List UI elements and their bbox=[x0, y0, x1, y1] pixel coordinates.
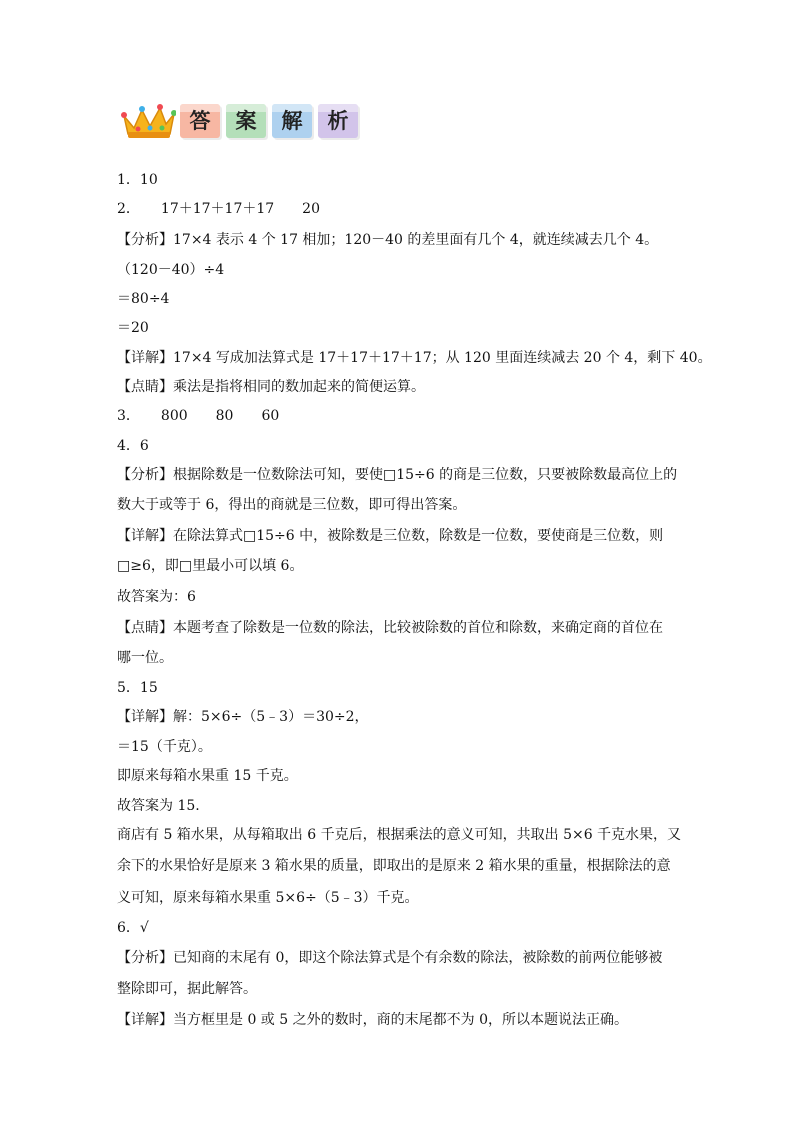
crown-icon bbox=[120, 102, 176, 140]
banner-tile-1 bbox=[180, 104, 220, 138]
banner-tile-3 bbox=[272, 104, 312, 138]
banner-char-3: 解 bbox=[281, 109, 303, 133]
answer-line: 【分析】根据除数是一位数除法可知，要使□15÷6 的商是三位数，只要被除数最高位上的 bbox=[117, 467, 678, 483]
banner-char-2: 案 bbox=[235, 109, 257, 133]
answer-line: 1．10 bbox=[117, 172, 158, 188]
answer-line: 【详解】17×4 写成加法算式是 17＋17＋17＋17；从 120 里面连续减去 20 个 4，剩下 40。 bbox=[117, 350, 712, 366]
answer-line: 2． 17＋17＋17＋17 20 bbox=[117, 201, 320, 217]
answer-line: 数大于或等于 6，得出的商就是三位数，即可得出答案。 bbox=[117, 497, 467, 513]
answer-line: 【分析】已知商的末尾有 0，即这个除法算式是个有余数的除法，被除数的前两位能够被 bbox=[117, 950, 663, 966]
answer-line: 5．15 bbox=[117, 680, 158, 696]
banner-tile-4 bbox=[318, 104, 358, 138]
answer-line: 故答案为 15. bbox=[117, 798, 200, 814]
answer-line: 6．√ bbox=[117, 920, 149, 936]
answer-line: 【分析】17×4 表示 4 个 17 相加；120－40 的差里面有几个 4，就连续减去几个 4。 bbox=[117, 232, 659, 248]
banner-char-1: 答 bbox=[189, 109, 211, 133]
answer-line: ＝20 bbox=[117, 320, 149, 336]
answer-line: ＝15（千克）。 bbox=[117, 739, 212, 755]
answer-line: 【详解】解：5×6÷（5﹣3）＝30÷2， bbox=[117, 709, 369, 725]
answer-line: 【点睛】乘法是指将相同的数加起来的简便运算。 bbox=[117, 379, 425, 395]
answer-line: （120－40）÷4 bbox=[117, 262, 225, 278]
answer-line: 3． 800 80 60 bbox=[117, 408, 280, 424]
answer-line: 【详解】在除法算式□15÷6 中，被除数是三位数，除数是一位数，要使商是三位数，则 bbox=[117, 528, 664, 544]
answer-line: □≥6，即□里最小可以填 6。 bbox=[117, 558, 304, 574]
answer-line: 即原来每箱水果重 15 千克。 bbox=[117, 768, 298, 784]
banner-tile-2 bbox=[226, 104, 266, 138]
answer-line: 义可知，原来每箱水果重 5×6÷（5﹣3）千克。 bbox=[117, 890, 419, 906]
answer-line: 【点睛】本题考查了除数是一位数的除法，比较被除数的首位和除数，来确定商的首位在 bbox=[117, 620, 663, 636]
answer-line: ＝80÷4 bbox=[117, 291, 170, 307]
answer-line: 余下的水果恰好是原来 3 箱水果的质量，即取出的是原来 2 箱水果的重量，根据除法的意 bbox=[117, 858, 671, 874]
banner-char-4: 析 bbox=[327, 109, 349, 133]
answer-line: 商店有 5 箱水果，从每箱取出 6 千克后，根据乘法的意义可知，共取出 5×6 千克水果，又 bbox=[117, 827, 682, 843]
answer-line: 4．6 bbox=[117, 438, 149, 454]
answer-line: 整除即可，据此解答。 bbox=[117, 981, 257, 997]
answer-line: 【详解】当方框里是 0 或 5 之外的数时，商的末尾都不为 0，所以本题说法正确。 bbox=[117, 1012, 628, 1028]
answer-line: 哪一位。 bbox=[117, 650, 173, 666]
answer-line: 故答案为：6 bbox=[117, 589, 196, 605]
answer-analysis-banner bbox=[120, 100, 360, 144]
